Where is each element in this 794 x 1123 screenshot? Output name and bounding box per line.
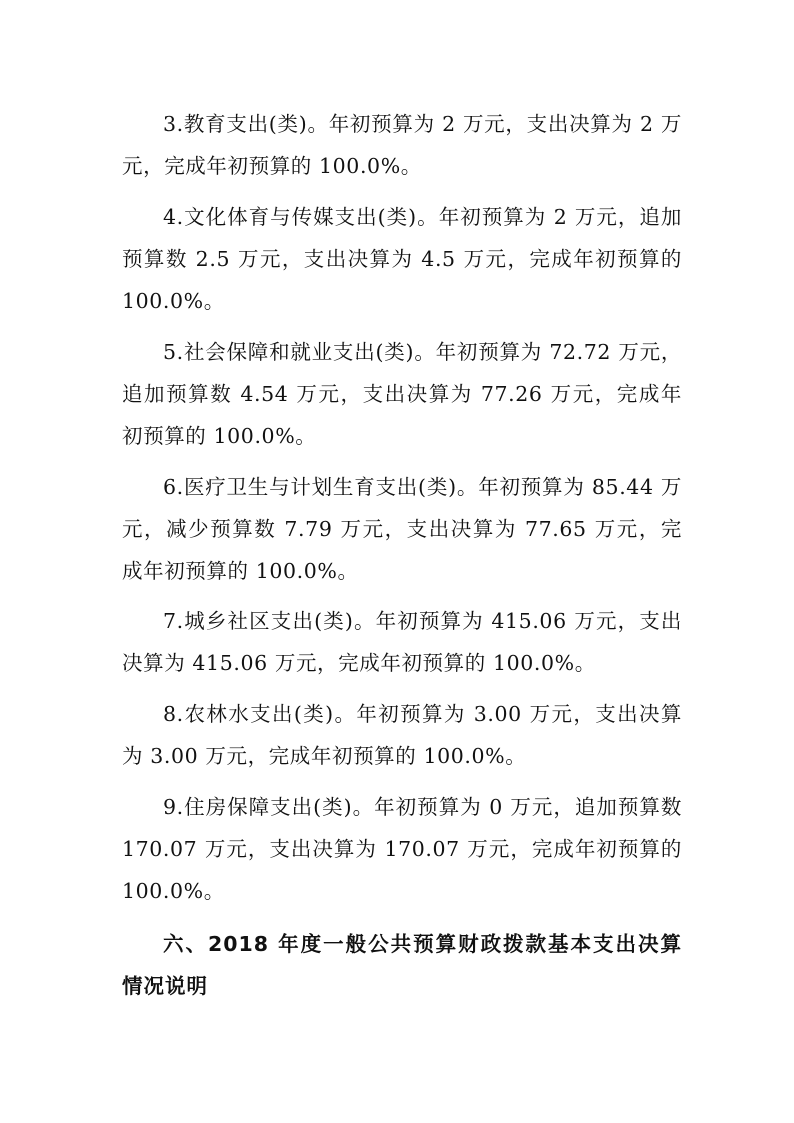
paragraph-housing-security-expenditure: 9.住房保障支出(类)。年初预算为 0 万元，追加预算数 170.07 万元，支出决算为 170.07 万元，完成年初预算的 100.0%。 (122, 795, 682, 903)
paragraph-education-expenditure: 3.教育支出(类)。年初预算为 2 万元，支出决算为 2 万元，完成年初预算的 100.0%。 (122, 112, 682, 178)
paragraph-healthcare-family-planning-expenditure: 6.医疗卫生与计划生育支出(类)。年初预算为 85.44 万元，减少预算数 7.79 万元，支出决算为 77.65 万元，完成年初预算的 100.0%。 (122, 475, 682, 583)
paragraph-agriculture-forestry-water-expenditure: 8.农林水支出(类)。年初预算为 3.00 万元，支出决算为 3.00 万元，完成年初预算的 100.0%。 (122, 702, 682, 768)
paragraph-social-security-employment-expenditure: 5.社会保障和就业支出(类)。年初预算为 72.72 万元，追加预算数 4.54 万元，支出决算为 77.26 万元，完成年初预算的 100.0%。 (122, 340, 682, 448)
paragraph-culture-sports-media-expenditure: 4.文化体育与传媒支出(类)。年初预算为 2 万元，追加预算数 2.5 万元，支出决算为 4.5 万元，完成年初预算的 100.0%。 (122, 205, 682, 313)
section-heading: 六、2018 年度一般公共预算财政拨款基本支出决算情况说明 (122, 932, 682, 998)
paragraph-urban-rural-community-expenditure: 7.城乡社区支出(类)。年初预算为 415.06 万元，支出决算为 415.06 万元，完成年初预算的 100.0%。 (122, 609, 682, 675)
